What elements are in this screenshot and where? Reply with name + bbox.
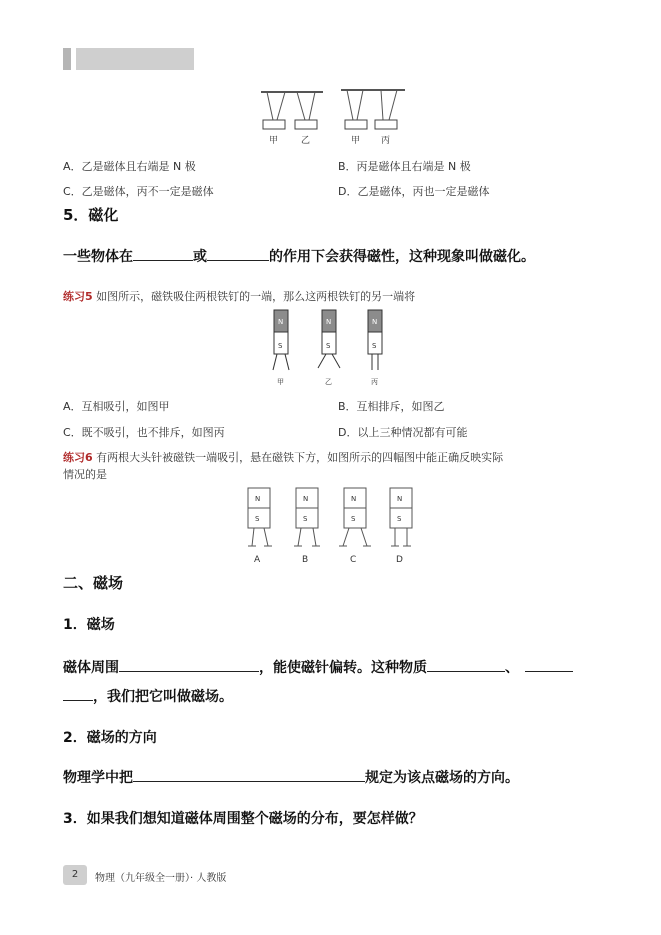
heading-field-distribution-question: 3．如果我们想知道磁体周围整个磁场的分布，要怎样做？ — [63, 811, 423, 827]
mf-pre: 磁体周围 — [63, 660, 119, 676]
pin-pole-n-b: N — [303, 495, 309, 503]
q4-option-a: A．乙是磁体且右端是 N 极 — [63, 160, 196, 173]
pin-pole-s-d: S — [397, 515, 402, 523]
blank-3[interactable] — [119, 657, 259, 672]
magnetic-field-line-1 — [63, 657, 573, 677]
blank-2[interactable] — [207, 246, 269, 261]
q4-option-b: B．丙是磁体且右端是 N 极 — [338, 160, 471, 173]
exercise-6 — [63, 449, 503, 465]
pole-s-1: S — [278, 342, 283, 350]
pin-pole-n-a: N — [255, 495, 261, 503]
exercise-5-label: 练习5 — [63, 290, 93, 303]
fig1-label-3: 甲 — [351, 136, 361, 146]
exercise-6-label: 练习6 — [63, 451, 93, 464]
exercise-5-text: 如图所示，磁铁吸住两根铁钉的一端，那么这两根铁钉的另一端将 — [96, 290, 416, 303]
pin-pole-s-a: S — [255, 515, 260, 523]
magnetic-field-line-2 — [63, 686, 233, 706]
pin-pole-s-b: S — [303, 515, 308, 523]
fig1-label-1: 甲 — [269, 136, 279, 146]
heading-magnetic-field-section: 二、磁场 — [63, 574, 124, 592]
blank-5-cont[interactable] — [63, 686, 93, 701]
ex6-caption-c: C — [350, 555, 357, 565]
fd-pre: 物理学中把 — [63, 770, 133, 786]
page-number: 2 — [71, 869, 79, 880]
ex5-option-b: B．互相排斥，如图乙 — [338, 400, 445, 413]
heading-magnetization: 5．磁化 — [63, 206, 119, 224]
figure-magnet-nails — [262, 308, 402, 388]
ex5-option-a: A．互相吸引，如图甲 — [63, 400, 170, 413]
magnetization-mid: 或 — [193, 249, 207, 265]
fig1-label-2: 乙 — [301, 136, 311, 146]
heading-field-direction: 2．磁场的方向 — [63, 730, 157, 746]
ex6-caption-b: B — [302, 555, 309, 565]
ex5-option-d: D．以上三种情况都有可能 — [338, 426, 468, 439]
blank-6[interactable] — [133, 767, 365, 782]
magnetization-sentence — [63, 246, 535, 266]
ex5-caption-3: 丙 — [371, 378, 378, 386]
header-mark — [63, 48, 71, 70]
pole-s-3: S — [372, 342, 377, 350]
exercise-6-text-1: 有两根大头针被磁铁一端吸引，悬在磁铁下方，如图所示的四幅图中能正确反映实际 — [96, 451, 504, 464]
fd-post: 规定为该点磁场的方向。 — [365, 770, 519, 786]
figure-magnet-pins — [238, 486, 422, 568]
figure-hanging-bars — [255, 84, 415, 148]
pin-pole-n-d: N — [397, 495, 403, 503]
heading-magnetic-field: 1．磁场 — [63, 617, 115, 633]
blank-4[interactable] — [427, 657, 505, 672]
magnetization-pre: 一些物体在 — [63, 249, 133, 265]
magnetization-post: 的作用下会获得磁性，这种现象叫做磁化。 — [269, 249, 535, 265]
page-number-box — [63, 865, 87, 885]
fig1-label-4: 丙 — [381, 136, 391, 146]
blank-1[interactable] — [133, 246, 193, 261]
exercise-6-text-2: 情况的是 — [63, 468, 107, 481]
ex6-caption-a: A — [254, 555, 261, 565]
pole-n-2: N — [326, 318, 332, 326]
pin-pole-n-c: N — [351, 495, 357, 503]
pole-n-3: N — [372, 318, 378, 326]
blank-5[interactable] — [525, 657, 573, 672]
ex6-caption-d: D — [396, 555, 403, 565]
ex5-caption-2: 乙 — [325, 378, 332, 386]
field-direction-sentence — [63, 767, 519, 787]
mf-sep: 、 — [505, 660, 519, 676]
ex5-option-c: C．既不吸引，也不排斥，如图丙 — [63, 426, 225, 439]
mf-post: ，我们把它叫做磁场。 — [93, 689, 233, 705]
mf-mid: ，能使磁针偏转。这种物质 — [259, 660, 427, 676]
footer-text: 物理（九年级全一册）· 人教版 — [95, 873, 227, 884]
pole-n-1: N — [278, 318, 284, 326]
exercise-5 — [63, 288, 415, 304]
ex5-caption-1: 甲 — [277, 378, 284, 386]
q4-option-c: C．乙是磁体，丙不一定是磁体 — [63, 185, 214, 198]
pin-pole-s-c: S — [351, 515, 356, 523]
q4-option-d: D．乙是磁体，丙也一定是磁体 — [338, 185, 490, 198]
header-bar — [76, 48, 194, 70]
pole-s-2: S — [326, 342, 331, 350]
